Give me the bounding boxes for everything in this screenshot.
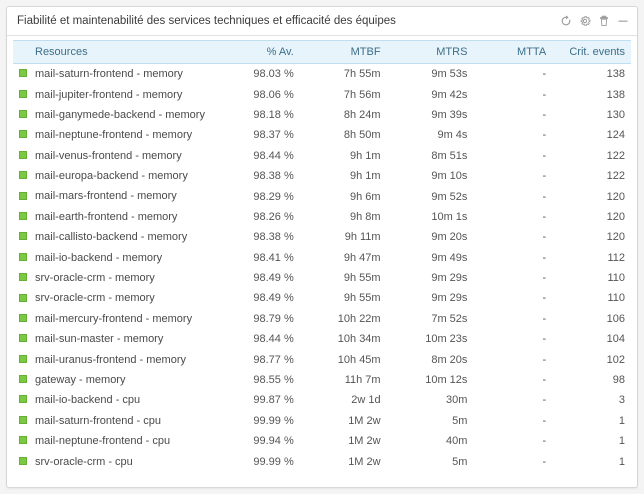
column-header-mtrs[interactable]: MTRS: [387, 41, 474, 64]
cell-mtta: -: [542, 272, 547, 285]
cell-availability: 98.79 %: [253, 312, 294, 325]
minimize-icon[interactable]: [617, 15, 629, 27]
cell-resource: [13, 309, 215, 329]
cell-crit-events: 120: [606, 190, 625, 203]
cell-mtta: -: [542, 353, 547, 366]
gear-icon[interactable]: [579, 15, 591, 27]
cell-availability: 98.38 %: [253, 231, 294, 244]
cell-mtrs: 9m 49s: [431, 251, 468, 264]
status-indicator-icon: [19, 355, 27, 363]
cell-mtta: -: [542, 149, 547, 162]
cell-resource: [13, 84, 215, 104]
cell-mtta: -: [542, 129, 547, 142]
table-row[interactable]: [13, 84, 631, 104]
cell-mtta: -: [542, 210, 547, 223]
status-indicator-icon: [19, 171, 27, 179]
metrics-table: [13, 40, 631, 472]
cell-mtrs: 9m 10s: [431, 170, 468, 183]
cell-mtrs: 9m 20s: [431, 231, 468, 244]
resource-label: mail-callisto-backend - memory: [35, 231, 188, 244]
cell-availability: 98.26 %: [253, 210, 294, 223]
cell-mtbf: 8h 24m: [343, 108, 381, 121]
cell-availability: 99.99 %: [253, 414, 294, 427]
cell-availability: 98.44 %: [253, 149, 294, 162]
table-row[interactable]: [13, 349, 631, 369]
table-row[interactable]: [13, 288, 631, 308]
refresh-icon[interactable]: [560, 15, 572, 27]
resource-label: mail-saturn-frontend - cpu: [35, 414, 161, 427]
cell-crit-events: 120: [606, 231, 625, 244]
table-row[interactable]: [13, 166, 631, 186]
cell-resource: [13, 431, 215, 451]
cell-mtbf: 9h 6m: [350, 190, 381, 203]
cell-mtrs: 8m 20s: [431, 353, 468, 366]
resource-label: mail-europa-backend - memory: [35, 170, 188, 183]
cell-crit-events: 112: [607, 251, 625, 264]
table-row[interactable]: [13, 309, 631, 329]
cell-mtta: -: [542, 190, 547, 203]
cell-mtbf: 9h 8m: [350, 210, 381, 223]
cell-resource: [13, 186, 215, 206]
cell-crit-events: 120: [606, 210, 625, 223]
cell-mtbf: 1M 2w: [348, 414, 381, 427]
cell-resource: [13, 207, 215, 227]
cell-mtbf: 1M 2w: [348, 455, 381, 468]
cell-mtbf: 9h 1m: [350, 149, 381, 162]
cell-availability: 98.49 %: [253, 272, 294, 285]
cell-mtbf: 10h 34m: [337, 333, 381, 346]
cell-mtta: -: [542, 435, 547, 448]
cell-crit-events: 122: [606, 149, 625, 162]
table-row[interactable]: [13, 146, 631, 166]
cell-availability: 98.03 %: [253, 68, 294, 81]
resource-label: mail-jupiter-frontend - memory: [35, 88, 183, 101]
cell-mtta: -: [542, 251, 547, 264]
cell-availability: 98.49 %: [253, 292, 294, 305]
cell-mtta: -: [542, 312, 547, 325]
cell-mtbf: 9h 47m: [343, 251, 381, 264]
status-indicator-icon: [19, 69, 27, 77]
resource-label: mail-neptune-frontend - cpu: [35, 435, 171, 448]
cell-mtta: -: [542, 394, 547, 407]
cell-mtrs: 5m: [452, 414, 468, 427]
status-indicator-icon: [19, 457, 27, 465]
cell-resource: [13, 227, 215, 247]
column-header-crit-events[interactable]: Crit. events: [552, 41, 631, 64]
status-indicator-icon: [19, 416, 27, 424]
cell-availability: 98.18 %: [253, 108, 294, 121]
cell-resource: [13, 268, 215, 288]
cell-mtrs: 9m 53s: [431, 68, 468, 81]
resource-label: srv-oracle-crm - memory: [35, 272, 155, 285]
trash-icon[interactable]: [598, 15, 610, 27]
cell-mtbf: 10h 45m: [337, 353, 381, 366]
status-indicator-icon: [19, 294, 27, 302]
panel-header-actions: [560, 15, 629, 27]
cell-mtta: -: [542, 374, 547, 387]
resource-label: mail-mercury-frontend - memory: [35, 312, 193, 325]
cell-crit-events: 124: [606, 129, 625, 142]
status-indicator-icon: [19, 90, 27, 98]
cell-resource: [13, 125, 215, 145]
table-row[interactable]: [13, 227, 631, 247]
cell-crit-events: 1: [618, 435, 625, 448]
status-indicator-icon: [19, 395, 27, 403]
table-body: [13, 64, 631, 472]
column-header-availability[interactable]: % Av.: [215, 41, 300, 64]
cell-resource: [13, 166, 215, 186]
cell-availability: 98.55 %: [253, 374, 294, 387]
cell-mtbf: 9h 11m: [344, 231, 381, 244]
cell-mtrs: 9m 39s: [431, 108, 468, 121]
status-indicator-icon: [19, 273, 27, 281]
cell-availability: 98.37 %: [253, 129, 294, 142]
cell-mtbf: 10h 22m: [337, 312, 381, 325]
resource-label: srv-oracle-crm - cpu: [35, 455, 133, 468]
status-indicator-icon: [19, 130, 27, 138]
cell-mtbf: 9h 1m: [350, 170, 381, 183]
cell-crit-events: 130: [606, 108, 625, 121]
cell-mtrs: 9m 52s: [431, 190, 468, 203]
cell-mtta: -: [542, 455, 547, 468]
cell-crit-events: 138: [606, 88, 625, 101]
cell-availability: 98.44 %: [253, 333, 294, 346]
cell-mtta: -: [542, 68, 547, 81]
resource-label: srv-oracle-crm - memory: [35, 292, 155, 305]
resource-label: mail-uranus-frontend - memory: [35, 353, 186, 366]
report-panel: [6, 6, 638, 488]
cell-mtbf: 7h 56m: [343, 88, 381, 101]
resource-label: mail-sun-master - memory: [35, 333, 164, 346]
cell-resource: [13, 329, 215, 349]
resource-label: mail-earth-frontend - memory: [35, 210, 178, 223]
status-indicator-icon: [19, 192, 27, 200]
cell-mtbf: 8h 50m: [343, 129, 381, 142]
cell-resource: [13, 451, 215, 471]
cell-mtrs: 7m 52s: [431, 312, 468, 325]
cell-mtbf: 7h 55m: [343, 68, 381, 81]
column-header-mtta[interactable]: MTTA: [473, 41, 552, 64]
cell-crit-events: 106: [606, 312, 625, 325]
column-header-resources[interactable]: Resources: [13, 41, 215, 64]
column-header-mtbf[interactable]: MTBF: [300, 41, 387, 64]
cell-mtrs: 10m 23s: [425, 333, 468, 346]
status-indicator-icon: [19, 212, 27, 220]
table-row[interactable]: [13, 370, 631, 390]
table-row[interactable]: [13, 105, 631, 125]
status-indicator-icon: [19, 334, 27, 342]
table-row[interactable]: [13, 451, 631, 471]
cell-availability: 99.94 %: [253, 435, 294, 448]
cell-resource: [13, 370, 215, 390]
cell-mtta: -: [542, 333, 547, 346]
table-row[interactable]: [13, 248, 631, 268]
status-indicator-icon: [19, 151, 27, 159]
cell-crit-events: 3: [618, 394, 625, 407]
cell-availability: 98.29 %: [253, 190, 294, 203]
status-indicator-icon: [19, 314, 27, 322]
resource-label: gateway - memory: [35, 374, 126, 387]
resource-label: mail-ganymede-backend - memory: [35, 109, 205, 122]
cell-mtrs: 9m 29s: [431, 272, 468, 285]
status-indicator-icon: [19, 253, 27, 261]
resource-label: mail-neptune-frontend - memory: [35, 129, 193, 142]
cell-mtta: -: [542, 170, 547, 183]
cell-mtta: -: [542, 414, 547, 427]
cell-resource: [13, 146, 215, 166]
table-row[interactable]: [13, 268, 631, 288]
resource-label: mail-venus-frontend - memory: [35, 149, 182, 162]
resource-label: mail-io-backend - memory: [35, 251, 163, 264]
table-row[interactable]: [13, 64, 631, 85]
table-row[interactable]: [13, 411, 631, 431]
cell-resource: [13, 411, 215, 431]
cell-crit-events: 110: [607, 292, 625, 305]
cell-crit-events: 1: [618, 455, 625, 468]
cell-availability: 98.06 %: [253, 88, 294, 101]
cell-crit-events: 102: [606, 353, 625, 366]
cell-crit-events: 138: [606, 68, 625, 81]
table-header: [13, 41, 631, 64]
cell-resource: [13, 288, 215, 308]
cell-availability: 98.41 %: [253, 251, 294, 264]
cell-crit-events: 98: [612, 374, 625, 387]
cell-crit-events: 122: [606, 170, 625, 183]
table-row[interactable]: [13, 125, 631, 145]
cell-mtta: -: [542, 292, 547, 305]
cell-mtbf: 11h 7m: [344, 374, 381, 387]
cell-mtrs: 9m 29s: [431, 292, 468, 305]
table-header-row: [13, 41, 631, 64]
table-container: [7, 36, 637, 487]
status-indicator-icon: [19, 110, 27, 118]
status-indicator-icon: [19, 436, 27, 444]
cell-resource: [13, 105, 215, 125]
panel-header: [7, 7, 637, 36]
cell-availability: 99.99 %: [253, 455, 294, 468]
cell-mtrs: 9m 42s: [431, 88, 468, 101]
cell-resource: [13, 390, 215, 410]
cell-crit-events: 104: [606, 333, 625, 346]
cell-mtbf: 9h 55m: [343, 272, 381, 285]
cell-resource: [13, 349, 215, 369]
cell-mtrs: 30m: [446, 394, 468, 407]
cell-mtrs: 8m 51s: [431, 149, 468, 162]
table-row[interactable]: [13, 207, 631, 227]
status-indicator-icon: [19, 375, 27, 383]
table-row[interactable]: [13, 431, 631, 451]
cell-mtta: -: [542, 231, 547, 244]
cell-crit-events: 1: [618, 414, 625, 427]
cell-mtbf: 2w 1d: [351, 394, 381, 407]
table-row[interactable]: [13, 329, 631, 349]
table-row[interactable]: [13, 186, 631, 206]
cell-mtbf: 9h 55m: [343, 292, 381, 305]
resource-label: mail-io-backend - cpu: [35, 394, 141, 407]
page-title: Fiabilité et maintenabilité des services techniques et efficacité des équipes: [17, 15, 396, 27]
cell-mtrs: 40m: [446, 435, 468, 448]
cell-mtta: -: [542, 108, 547, 121]
cell-mtrs: 5m: [452, 455, 468, 468]
cell-mtrs: 9m 4s: [437, 129, 468, 142]
cell-availability: 99.87 %: [253, 394, 294, 407]
cell-resource: [13, 64, 215, 85]
cell-mtrs: 10m 1s: [431, 210, 468, 223]
cell-availability: 98.77 %: [253, 353, 294, 366]
cell-availability: 98.38 %: [253, 170, 294, 183]
status-indicator-icon: [19, 232, 27, 240]
cell-mtrs: 10m 12s: [425, 374, 468, 387]
cell-mtta: -: [542, 88, 547, 101]
resource-label: mail-saturn-frontend - memory: [35, 68, 183, 81]
cell-resource: [13, 248, 215, 268]
resource-label: mail-mars-frontend - memory: [35, 190, 177, 203]
table-row[interactable]: [13, 390, 631, 410]
cell-mtbf: 1M 2w: [348, 435, 381, 448]
cell-crit-events: 110: [607, 272, 625, 285]
